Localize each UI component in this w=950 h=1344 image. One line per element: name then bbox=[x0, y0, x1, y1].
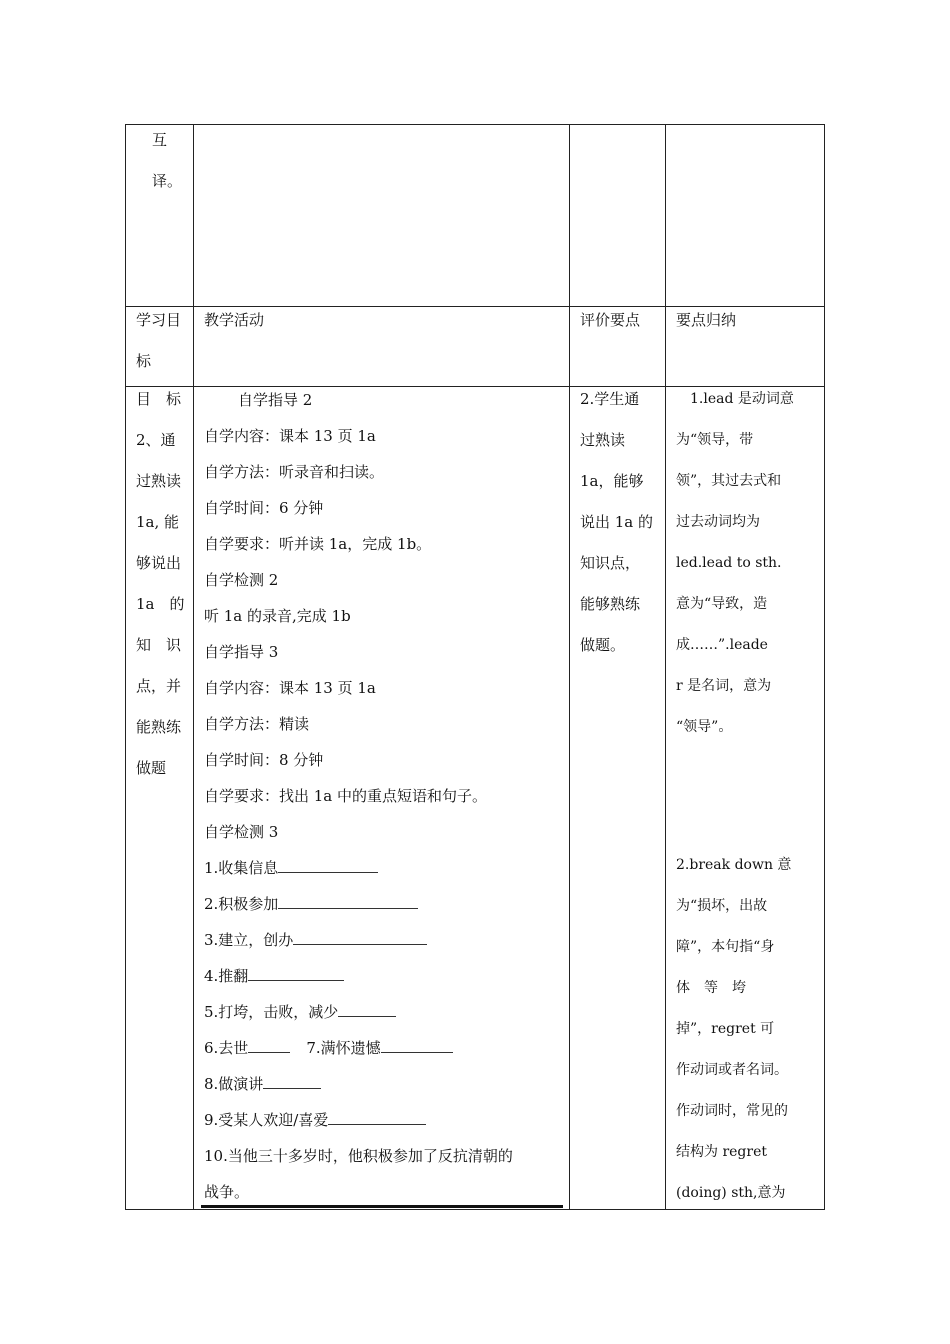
exercise-text: 5.打垮，击败，减少 bbox=[204, 1003, 339, 1021]
summary-line: 为“领导，带 bbox=[676, 432, 754, 448]
exercise-item-3 bbox=[204, 922, 564, 958]
goal-line: 够说出 bbox=[136, 554, 182, 572]
exercise-item-8 bbox=[204, 1066, 564, 1102]
goal-line: 2、通 bbox=[136, 431, 176, 449]
column-divider-3 bbox=[665, 124, 666, 1210]
guide-3-heading: 自学指导 3 bbox=[204, 643, 279, 661]
column-divider-1 bbox=[193, 124, 194, 1210]
summary-block-1 bbox=[676, 379, 818, 748]
requirement-2: 自学要求：听并读 1a，完成 1b。 bbox=[204, 535, 432, 553]
answer-blank[interactable] bbox=[328, 1110, 426, 1125]
summary-line: led.lead to sth. bbox=[676, 555, 782, 571]
answer-blank[interactable] bbox=[263, 1074, 321, 1089]
exercise-text: 1.收集信息 bbox=[204, 859, 279, 877]
summary-line: 作动词或者名词。 bbox=[676, 1062, 788, 1078]
summary-line: 作动词时，常见的 bbox=[676, 1103, 788, 1119]
answer-blank[interactable] bbox=[248, 966, 344, 981]
answer-blank[interactable] bbox=[248, 1038, 290, 1053]
evaluation-line: 知识点， bbox=[580, 554, 641, 572]
method-2: 自学方法：听录音和扫读。 bbox=[204, 463, 385, 481]
summary-line: r 是名词，意为 bbox=[676, 678, 772, 694]
exercise-text: 8.做演讲 bbox=[204, 1075, 264, 1093]
goal-line: 目 标 bbox=[136, 390, 182, 408]
exercise-text: 6.去世 bbox=[204, 1039, 249, 1057]
summary-line: 成……”.leade bbox=[676, 637, 768, 653]
answer-blank[interactable] bbox=[338, 1002, 396, 1017]
summary-line: 结构为 regret bbox=[676, 1144, 767, 1160]
guide-2-heading: 自学指导 2 bbox=[238, 391, 313, 409]
exercise-item-6-7 bbox=[204, 1030, 564, 1066]
goal-line: 1a, 能 bbox=[136, 513, 180, 531]
summary-line: 障”，本句指“身 bbox=[676, 939, 775, 955]
exercise-item-2 bbox=[204, 886, 564, 922]
evaluation-line: 2.学生通 bbox=[580, 390, 640, 408]
summary-line: 过去动词均为 bbox=[676, 514, 760, 530]
time-3: 自学时间：8 分钟 bbox=[204, 751, 324, 769]
goal-line: 做题 bbox=[136, 759, 167, 777]
answer-blank[interactable] bbox=[278, 894, 418, 909]
exercise-text: 9.受某人欢迎/喜爱 bbox=[204, 1111, 329, 1129]
exercise-item-4 bbox=[204, 958, 564, 994]
method-3: 自学方法：精读 bbox=[204, 715, 310, 733]
summary-line: 2.break down 意 bbox=[676, 857, 792, 873]
check-3-heading: 自学检测 3 bbox=[204, 823, 279, 841]
evaluation-line: 过熟读 bbox=[580, 431, 626, 449]
exercise-item-5 bbox=[204, 994, 564, 1030]
top-row-text-1: 互 bbox=[152, 131, 168, 149]
header-goal bbox=[136, 300, 181, 382]
evaluation-line: 做题。 bbox=[580, 636, 626, 654]
summary-line: (doing) sth,意为 bbox=[676, 1185, 786, 1201]
column-divider-2 bbox=[569, 124, 570, 1210]
listen-task: 听 1a 的录音,完成 1b bbox=[204, 607, 351, 625]
exercise-item-1 bbox=[204, 850, 564, 886]
header-summary: 要点归纳 bbox=[676, 311, 737, 329]
goal-line: 能熟练 bbox=[136, 718, 182, 736]
summary-line: 掉”，regret 可 bbox=[676, 1021, 775, 1037]
summary-line: 为“损坏，出故 bbox=[676, 898, 768, 914]
summary-line: “领导”。 bbox=[676, 719, 733, 735]
exercise-text: 2.积极参加 bbox=[204, 895, 279, 913]
question-10-line1: 10.当他三十多岁时，他积极参加了反抗清朝的 bbox=[204, 1147, 513, 1165]
goal-line: 点，并 bbox=[136, 677, 182, 695]
exercise-text: 4.推翻 bbox=[204, 967, 249, 985]
evaluation-line: 能够熟练 bbox=[580, 595, 641, 613]
time-2: 自学时间：6 分钟 bbox=[204, 499, 324, 517]
exercise-item-9 bbox=[204, 1102, 564, 1138]
content-3: 自学内容：课本 13 页 1a bbox=[204, 679, 376, 697]
summary-line: 体 等 垮 bbox=[676, 980, 746, 996]
header-goal-line2: 标 bbox=[136, 352, 152, 370]
answer-blank[interactable] bbox=[278, 858, 378, 873]
activity-column bbox=[204, 382, 564, 1210]
evaluation-line: 说出 1a 的 bbox=[580, 513, 654, 531]
goal-column bbox=[136, 379, 186, 789]
evaluation-line: 1a，能够 bbox=[580, 472, 644, 490]
answer-blank[interactable] bbox=[381, 1038, 453, 1053]
answer-blank[interactable] bbox=[293, 930, 427, 945]
goal-line: 过熟读 bbox=[136, 472, 182, 490]
header-goal-line1: 学习目 bbox=[136, 311, 182, 329]
summary-line: 领”，其过去式和 bbox=[676, 473, 782, 489]
requirement-3: 自学要求：找出 1a 中的重点短语和句子。 bbox=[204, 787, 488, 805]
answer-rule bbox=[201, 1205, 563, 1208]
evaluation-column bbox=[580, 379, 658, 666]
header-evaluation: 评价要点 bbox=[580, 311, 641, 329]
summary-line: 意为“导致，造 bbox=[676, 596, 768, 612]
question-10-line2: 战争。 bbox=[204, 1183, 250, 1201]
goal-line: 1a 的 bbox=[136, 595, 185, 613]
top-row-text-2: 译。 bbox=[152, 172, 183, 190]
header-activity: 教学活动 bbox=[204, 311, 265, 329]
top-row-col1 bbox=[152, 120, 182, 202]
check-2-heading: 自学检测 2 bbox=[204, 571, 279, 589]
exercise-text: 3.建立，创办 bbox=[204, 931, 294, 949]
content-2: 自学内容：课本 13 页 1a bbox=[204, 427, 376, 445]
summary-block-2 bbox=[676, 845, 818, 1214]
goal-line: 知 识 bbox=[136, 636, 182, 654]
exercise-text: 7.满怀遗憾 bbox=[306, 1039, 381, 1057]
summary-line: 1.lead 是动词意 bbox=[690, 391, 794, 407]
